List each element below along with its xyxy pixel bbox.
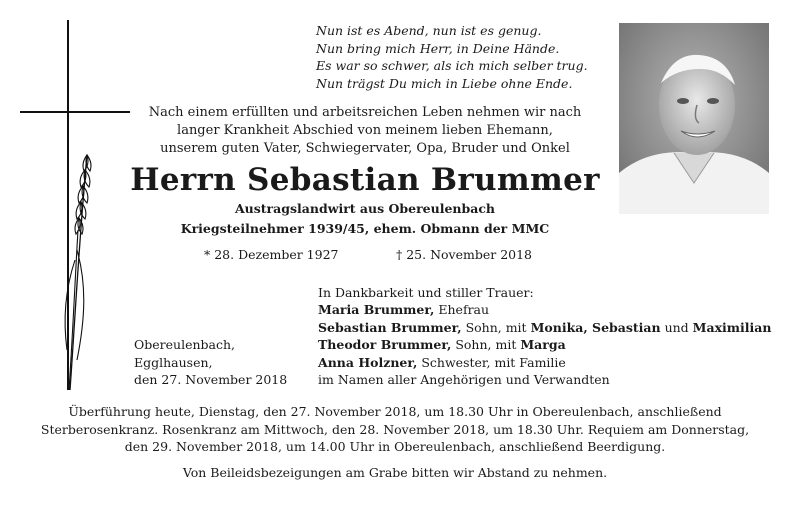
- poem: [316, 22, 588, 92]
- funeral-line: Sterberosenkranz. Rosenkranz am Mittwoch, den 28. November 2018, um 18.30 Uhr. Requiem am Donnerstag,: [40, 421, 750, 437]
- poem-line: Nun ist es Abend, nun ist es genug.: [316, 23, 542, 38]
- poem-line: Nun trägst Du mich in Liebe ohne Ende.: [316, 75, 573, 91]
- birth-date: * 28. Dezember 1927: [204, 247, 339, 262]
- deceased-name: Herrn Sebastian Brummer: [130, 162, 600, 198]
- mourner-entry: Sebastian Brummer, Sohn, mit Monika, Sebastian und Maximilian: [318, 319, 772, 335]
- place-and-date: [134, 336, 287, 389]
- funeral-line: Überführung heute, Dienstag, den 27. November 2018, um 18.30 Uhr in Obereulenbach, anschließend: [68, 404, 722, 419]
- subtitle-occupation: Austragslandwirt aus Obereulenbach: [234, 201, 496, 216]
- subtitle-veteran: Kriegsteilnehmer 1939/45, ehem. Obmann der MMC: [180, 221, 550, 236]
- portrait-photo: [619, 23, 769, 214]
- cross-with-wheat-icon: [15, 20, 135, 390]
- intro-line: langer Krankheit Abschied von meinem lieben Ehemann,: [177, 123, 553, 138]
- thanks-line: In Dankbarkeit und stiller Trauer:: [318, 285, 534, 300]
- poem-line: Es war so schwer, als ich mich selber trug.: [316, 58, 588, 73]
- death-date: † 25. November 2018: [396, 247, 533, 262]
- funeral-line: den 29. November 2018, um 14.00 Uhr in Obereulenbach, anschließend Beerdigung.: [124, 439, 666, 454]
- mourner-entry: im Namen aller Angehörigen und Verwandten: [318, 372, 610, 387]
- funeral-details: [10, 403, 780, 456]
- mourner-entry: Maria Brummer, Ehefrau: [318, 302, 490, 317]
- closing-note: Von Beileidsbezeigungen am Grabe bitten wir Abstand zu nehmen.: [182, 465, 608, 480]
- mourners-list: [318, 301, 771, 389]
- place-line: den 27. November 2018: [134, 372, 288, 387]
- intro-line: Nach einem erfüllten und arbeitsreichen Leben nehmen wir nach: [148, 105, 582, 120]
- place-line: Obereulenbach,: [134, 337, 235, 352]
- intro-text: [130, 104, 600, 158]
- mourner-entry: Anna Holzner, Schwester, mit Familie: [318, 354, 566, 370]
- poem-line: Nun bring mich Herr, in Deine Hände.: [316, 40, 560, 56]
- place-line: Egglhausen,: [134, 354, 213, 370]
- intro-line: unserem guten Vater, Schwiegervater, Opa, Bruder und Onkel: [160, 141, 570, 156]
- mourner-entry: Theodor Brummer, Sohn, mit Marga: [318, 337, 566, 352]
- portrait-icon: [619, 23, 769, 214]
